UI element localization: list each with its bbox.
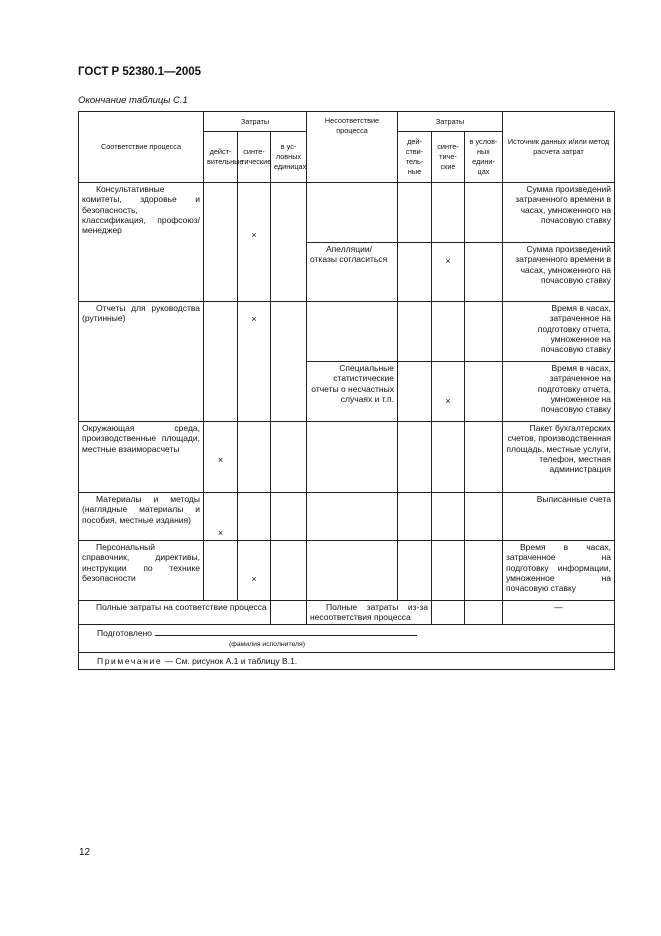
header-costs-2: Затраты: [398, 112, 503, 132]
cost-table: [78, 111, 615, 670]
cell-empty: [432, 601, 465, 625]
header-source: Источник данных и/или метод расчета затрат: [503, 112, 615, 183]
cell-empty: [432, 422, 465, 493]
cell-empty: [465, 422, 503, 493]
cell-empty: [307, 493, 398, 541]
cell-empty: [307, 541, 398, 601]
cell-empty: [398, 422, 432, 493]
table-row: [79, 422, 615, 493]
cell-source: Сумма произведений затраченного времени в часах, умноженного на почасовую ставку: [503, 243, 615, 302]
note-label: Примечание: [97, 656, 163, 666]
header-actual: дейст-вительные: [204, 132, 238, 183]
document-code: ГОСТ Р 52380.1—2005: [78, 66, 202, 78]
note-row: [79, 653, 615, 670]
header-process: Соответствие процесса: [79, 112, 204, 183]
header-conditional-2: в услов-ных едини-цах: [465, 132, 503, 183]
cell-mark: ×: [432, 243, 465, 302]
cell-mark: ×: [204, 422, 238, 493]
total-nonconformity: Полные затраты из-за несоответствия процесса: [307, 601, 432, 625]
cell-mark: ×: [238, 541, 271, 601]
cell-source: Время в часах, затраченное на подготовку отчета, умноженное на почасовую ставку: [503, 302, 615, 362]
cell-empty: [398, 541, 432, 601]
cell-empty: [398, 243, 432, 302]
total-process: Полные затраты на соответствие процесса: [79, 601, 271, 625]
cell-empty: [204, 302, 238, 422]
cell-empty: [204, 183, 238, 302]
header-nonconformity: Несоответствие процесса: [307, 112, 398, 183]
signature-line: [155, 627, 417, 636]
cell-empty: [271, 302, 307, 422]
cell-mark: ×: [204, 493, 238, 541]
header-synthetic: синте-тические: [238, 132, 271, 183]
cell-empty: [271, 493, 307, 541]
cell-empty: [271, 541, 307, 601]
cell-empty: [432, 493, 465, 541]
cell-process: Материалы и методы (наглядные материалы и пособия, местные издания): [79, 493, 204, 541]
table-row: [79, 493, 615, 541]
table-caption: Окончание таблицы С.1: [78, 95, 188, 106]
cell-source: Время в часах, затраченное на подготовку отчета, умноженное на почасовую ставку: [503, 362, 615, 422]
page-number: 12: [79, 847, 91, 858]
cell-mark: ×: [432, 362, 465, 422]
cell-empty: [398, 302, 432, 362]
table-row: [79, 302, 615, 362]
cell-empty: [271, 183, 307, 302]
table-row: [79, 183, 615, 243]
cell-empty: [238, 493, 271, 541]
totals-row: [79, 601, 615, 625]
header-actual-2: дей-стви-тель-ные: [398, 132, 432, 183]
cell-process: Отчеты для руководства (рутинные): [79, 302, 204, 422]
cell-empty: [271, 601, 307, 625]
cell-empty: [307, 422, 398, 493]
cell-source: Выписанные счета: [503, 493, 615, 541]
cell-process: Персональный справочник, директивы, инструкции по технике безопасности: [79, 541, 204, 601]
header-conditional: в ус-ловных единицах: [271, 132, 307, 183]
total-source: —: [503, 601, 615, 625]
cell-empty: [398, 493, 432, 541]
table-row: [79, 541, 615, 601]
header-costs: Затраты: [204, 112, 307, 132]
cell-source: Пакет бухгалтерских счетов, производственная площадь, местные услуги, телефон, местная администрация: [503, 422, 615, 493]
cell-mark: ×: [238, 302, 271, 422]
cell-nonconformity: Специальные статистические отчеты о несчастных случаях и т.п.: [307, 362, 398, 422]
cell-empty: [465, 362, 503, 422]
cell-empty: [465, 183, 503, 243]
cell-empty: [465, 243, 503, 302]
cell-empty: [271, 422, 307, 493]
cell-empty: [432, 302, 465, 362]
cell-mark: ×: [238, 183, 271, 302]
prepared-cell: [79, 625, 615, 653]
cell-nonconformity: Апелляции/отказы согласиться: [307, 243, 398, 302]
note-text: — См. рисунок А.1 и таблицу В.1.: [162, 656, 298, 666]
cell-empty: [465, 541, 503, 601]
cell-process: Консультативные комитеты, здоровье и безопасность, классификация, профсоюз/менеджер: [79, 183, 204, 302]
cell-empty: [465, 601, 503, 625]
cell-empty: [432, 541, 465, 601]
prepared-label: Подготовлено: [97, 628, 153, 638]
header-synthetic-2: синте-тиче-ские: [432, 132, 465, 183]
note-cell: [79, 653, 615, 670]
prepared-sub: (фамилия исполнителя): [229, 641, 305, 649]
cell-empty: [465, 493, 503, 541]
cell-process: Окружающая среда, производственные площади, местные взаиморасчеты: [79, 422, 204, 493]
cell-source: Сумма произведений затраченного времени в часах, умноженного на почасовую ставку: [503, 183, 615, 243]
cell-source: Время в часах, затраченное на подготовку информации, умноженное на почасовую ставку: [503, 541, 615, 601]
cell-empty: [398, 362, 432, 422]
cell-empty: [432, 183, 465, 243]
cell-empty: [398, 183, 432, 243]
cell-empty: [238, 422, 271, 493]
cell-empty: [204, 541, 238, 601]
cell-empty: [465, 302, 503, 362]
cell-empty: [307, 183, 398, 243]
cell-empty: [307, 302, 398, 362]
prepared-row: [79, 625, 615, 653]
